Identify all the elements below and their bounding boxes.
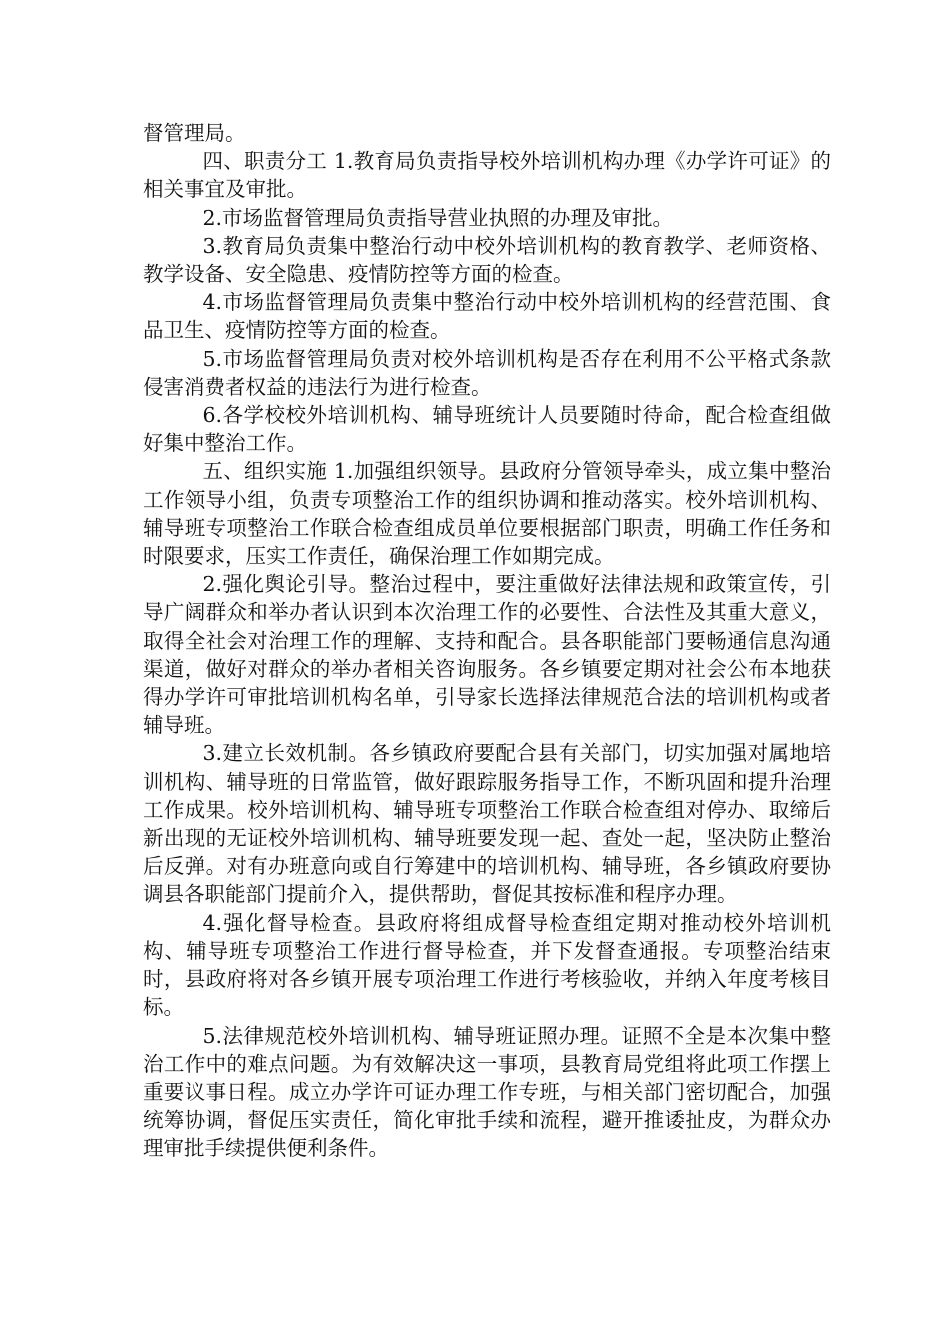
paragraph-section-four: 四、职责分工 1.教育局负责指导校外培训机构办理《办学许可证》的相关事宜及审批。 xyxy=(143,149,831,202)
paragraph-licensing: 5.法律规范校外培训机构、辅导班证照办理。证照不全是本次集中整治工作中的难点问题。为有效解决这一事项，县教育局党组将此项工作摆上重要议事日程。成立办学许可证办理工作专班，与相关部门密切配合，加强统筹协调，督促压实责任，简化审批手续和流程，避开推诿扯皮，为群众办理审批手续提供便利条件。 xyxy=(143,1023,831,1161)
paragraph-continuation: 督管理局。 xyxy=(143,121,246,145)
paragraph-public-opinion: 2.强化舆论引导。整治过程中，要注重做好法律法规和政策宣传，引导广阔群众和举办者认识到本次治理工作的必要性、合法性及其重大意义，取得全社会对治理工作的理解、支持和配合。县各职能部门要畅通信息沟通渠道，做好对群众的举办者相关咨询服务。各乡镇要定期对社会公布本地获得办学许可审批培训机构名单，引导家长选择法律规范合法的培训机构或者辅导班。 xyxy=(143,572,831,738)
paragraph-section-five: 五、组织实施 1.加强组织领导。县政府分管领导牵头，成立集中整治工作领导小组，负责专项整治工作的组织协调和推动落实。校外培训机构、辅导班专项整治工作联合检查组成员单位要根据部门职责，明确工作任务和时限要求，压实工作责任，确保治理工作如期完成。 xyxy=(143,459,831,569)
paragraph-item-4: 4.市场监督管理局负责集中整治行动中校外培训机构的经营范围、食品卫生、疫情防控等方面的检查。 xyxy=(143,290,831,343)
document-body xyxy=(143,119,831,1163)
paragraph-item-5: 5.市场监督管理局负责对校外培训机构是否存在利用不公平格式条款侵害消费者权益的违法行为进行检查。 xyxy=(143,346,831,399)
paragraph-long-term-mechanism: 3.建立长效机制。各乡镇政府要配合县有关部门，切实加强对属地培训机构、辅导班的日常监管，做好跟踪服务指导工作，不断巩固和提升治理工作成果。校外培训机构、辅导班专项整治工作联合检查组对停办、取缔后新出现的无证校外培训机构、辅导班要发现一起、查处一起，坚决防止整治后反弹。对有办班意向或自行筹建中的培训机构、辅导班，各乡镇政府要协调县各职能部门提前介入，提供帮助，督促其按标准和程序办理。 xyxy=(143,741,831,907)
paragraph-item-3: 3.教育局负责集中整治行动中校外培训机构的教育教学、老师资格、教学设备、安全隐患、疫情防控等方面的检查。 xyxy=(143,233,831,287)
paragraph-supervision: 4.强化督导检查。县政府将组成督导检查组定期对推动校外培训机构、辅导班专项整治工作进行督导检查，并下发督查通报。专项整治结束时，县政府将对各乡镇开展专项治理工作进行考核验收，并纳入年度考核目标。 xyxy=(143,910,831,1020)
paragraph-item-2: 2.市场监督管理局负责指导营业执照的办理及审批。 xyxy=(202,205,673,230)
paragraph-item-6: 6.各学校校外培训机构、辅导班统计人员要随时待命，配合检查组做好集中整治工作。 xyxy=(143,403,831,456)
